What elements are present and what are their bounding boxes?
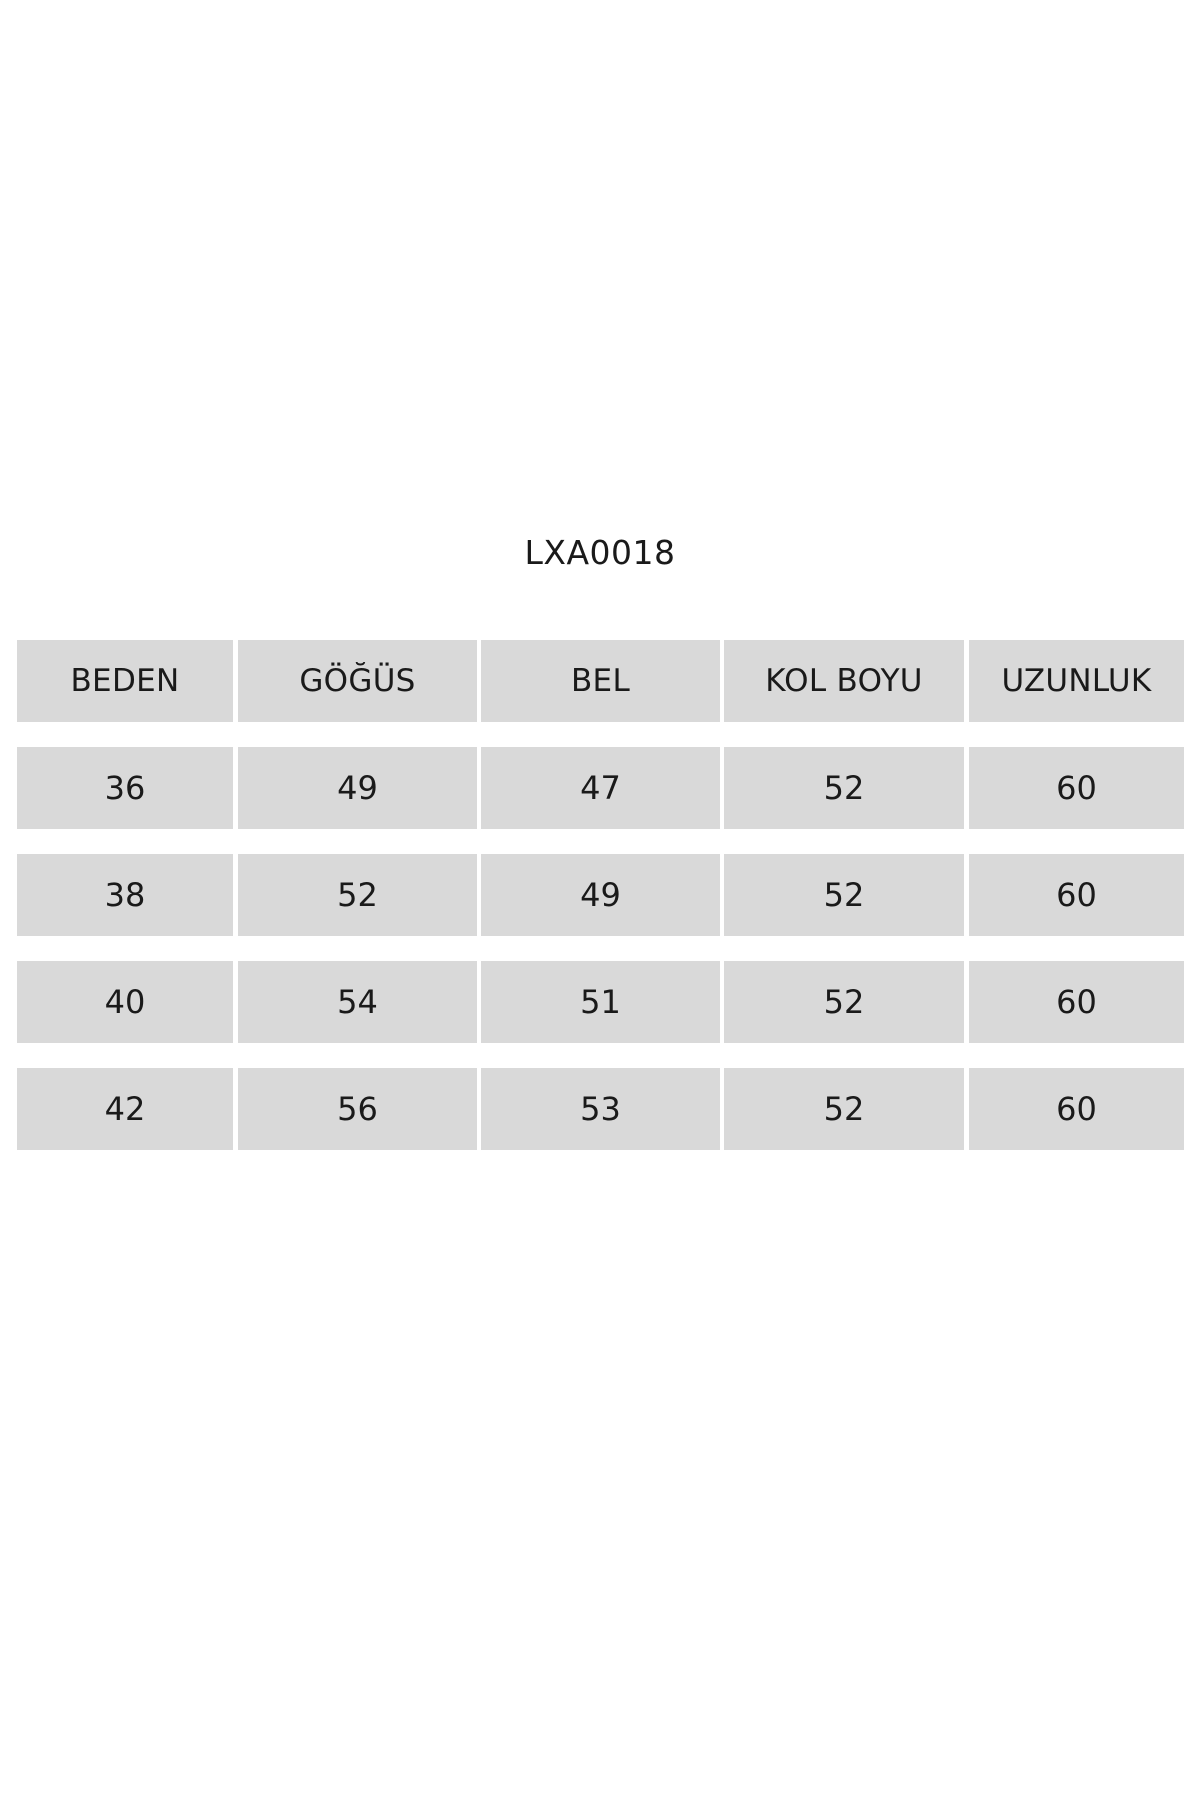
cell-sleeve-length bbox=[724, 747, 964, 829]
cell-value: 52 bbox=[823, 769, 865, 807]
cell-length bbox=[969, 747, 1184, 829]
cell-value: 56 bbox=[337, 1090, 378, 1128]
cell-value: 60 bbox=[1056, 1090, 1097, 1128]
cell-length bbox=[969, 961, 1184, 1043]
cell-chest bbox=[238, 854, 477, 936]
product-code-title: LXA0018 bbox=[524, 533, 676, 572]
cell-sleeve-length bbox=[724, 1068, 964, 1150]
cell-value: 60 bbox=[1056, 769, 1097, 807]
header-chest bbox=[238, 640, 477, 722]
cell-waist bbox=[481, 747, 720, 829]
header-size bbox=[17, 640, 233, 722]
cell-length bbox=[969, 854, 1184, 936]
header-label: BEL bbox=[570, 663, 631, 699]
cell-size bbox=[17, 747, 233, 829]
cell-value: 42 bbox=[104, 1090, 146, 1128]
header-label: KOL BOYU bbox=[765, 663, 923, 699]
cell-value: 51 bbox=[580, 983, 621, 1021]
cell-value: 52 bbox=[823, 983, 865, 1021]
cell-value: 36 bbox=[104, 769, 146, 807]
cell-value: 49 bbox=[337, 769, 378, 807]
cell-size bbox=[17, 961, 233, 1043]
header-label: UZUNLUK bbox=[1001, 663, 1152, 699]
cell-waist bbox=[481, 1068, 720, 1150]
cell-value: 52 bbox=[823, 1090, 865, 1128]
header-label: BEDEN bbox=[70, 663, 180, 699]
cell-chest bbox=[238, 1068, 477, 1150]
cell-value: 40 bbox=[104, 983, 146, 1021]
cell-value: 38 bbox=[104, 876, 146, 914]
cell-value: 60 bbox=[1056, 983, 1097, 1021]
cell-waist bbox=[481, 961, 720, 1043]
cell-chest bbox=[238, 747, 477, 829]
header-length bbox=[969, 640, 1184, 722]
header-sleeve-length bbox=[724, 640, 964, 722]
cell-value: 47 bbox=[580, 769, 621, 807]
header-label: GÖĞÜS bbox=[299, 663, 416, 699]
cell-value: 54 bbox=[337, 983, 378, 1021]
cell-waist bbox=[481, 854, 720, 936]
header-waist bbox=[481, 640, 720, 722]
cell-length bbox=[969, 1068, 1184, 1150]
cell-value: 60 bbox=[1056, 876, 1097, 914]
cell-sleeve-length bbox=[724, 961, 964, 1043]
cell-value: 53 bbox=[580, 1090, 621, 1128]
cell-size bbox=[17, 1068, 233, 1150]
cell-value: 52 bbox=[337, 876, 378, 914]
cell-sleeve-length bbox=[724, 854, 964, 936]
cell-value: 52 bbox=[823, 876, 865, 914]
cell-value: 49 bbox=[580, 876, 621, 914]
cell-size bbox=[17, 854, 233, 936]
cell-chest bbox=[238, 961, 477, 1043]
